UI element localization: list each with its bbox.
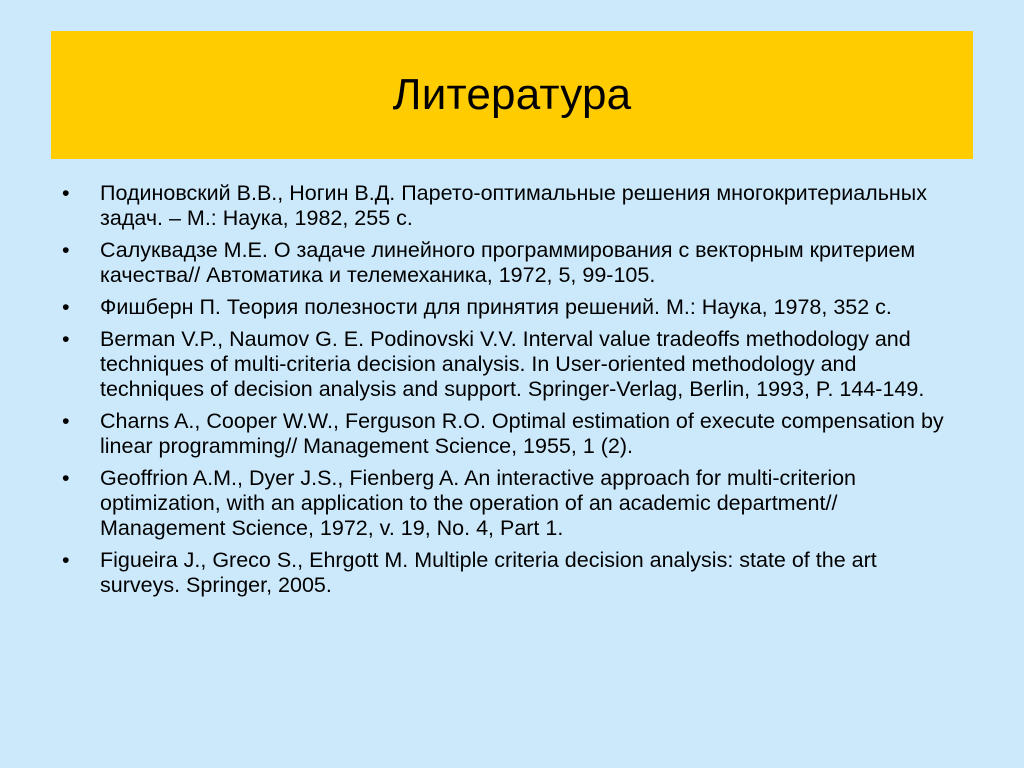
reference-text: Charns A., Cooper W.W., Ferguson R.O. Optimal estimation of execute compensation by linear programming// Management Science, 1955, 1 (2). <box>100 409 944 458</box>
bullet-icon: • <box>62 295 70 319</box>
reference-item <box>62 466 962 541</box>
bullet-icon: • <box>62 327 70 351</box>
reference-item <box>62 238 962 288</box>
reference-text: Фишберн П. Теория полезности для принятия решений. М.: Наука, 1978, 352 с. <box>100 295 892 319</box>
reference-item <box>62 327 962 402</box>
slide-title: Литература <box>392 70 632 119</box>
reference-item <box>62 295 962 320</box>
reference-text: Berman V.P., Naumov G. E. Podinovski V.V. Interval value tradeoffs methodology and techniques of multi-criteria decision analysis. In User-oriented methodology and techniques of decision analysis and support. Springer-Verlag, Berlin, 1993, P. 144-149. <box>100 327 925 401</box>
reference-item <box>62 181 962 231</box>
title-band <box>51 31 973 159</box>
bullet-icon: • <box>62 181 70 205</box>
bullet-icon: • <box>62 466 70 490</box>
reference-item <box>62 548 962 598</box>
bullet-icon: • <box>62 238 70 262</box>
bullet-icon: • <box>62 409 70 433</box>
reference-text: Салуквадзе М.Е. О задаче линейного программирования с векторным критерием качества// Автоматика и телемеханика, 1972, 5, 99-105. <box>100 238 916 287</box>
reference-text: Figueira J., Greco S., Ehrgott M. Multiple criteria decision analysis: state of the art surveys. Springer, 2005. <box>100 548 877 597</box>
reference-text: Geoffrion A.M., Dyer J.S., Fienberg A. An interactive approach for multi-criterion optimization, with an application to the operation of an academic department// Management Science, 1972, v. 19, No. 4, Part 1. <box>100 466 857 540</box>
reference-text: Подиновский В.В., Ногин В.Д. Парето-оптимальные решения многокритериальных задач. – М.: Наука, 1982, 255 с. <box>100 181 928 230</box>
bullet-icon: • <box>62 548 70 572</box>
reference-list <box>62 181 962 605</box>
reference-item <box>62 409 962 459</box>
